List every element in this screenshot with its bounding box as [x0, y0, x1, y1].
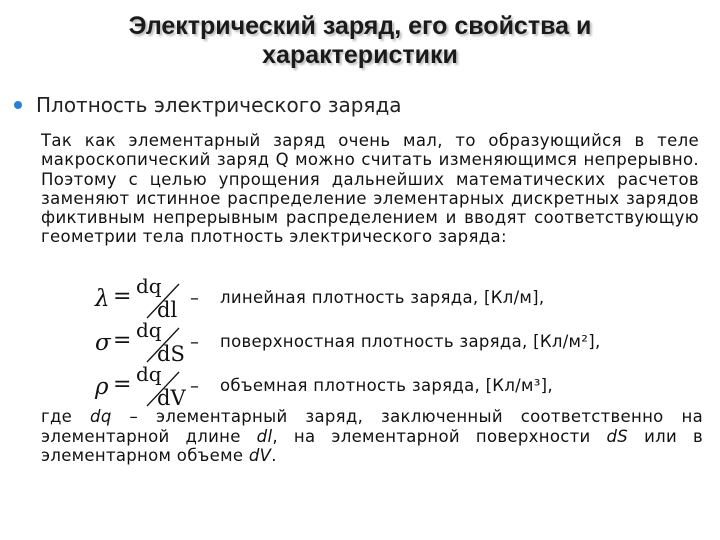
formula-description: объемная плотность заряда, [Кл/м³],: [220, 376, 553, 395]
formula-description: линейная плотность заряда, [Кл/м],: [220, 288, 545, 307]
title-line-2: характеристики: [262, 41, 458, 69]
fraction-denominator: dV: [157, 386, 186, 410]
fraction-denominator: dl: [157, 298, 178, 322]
footer-text: .: [271, 446, 277, 465]
formula-list: [95, 274, 715, 410]
fraction-numerator: dq: [136, 318, 162, 342]
formula-surface: [95, 318, 715, 366]
formula-volume: [95, 362, 715, 410]
formula-symbol: σ: [95, 330, 111, 356]
footer-text: или в элементарном объеме: [41, 426, 704, 465]
bullet-dot-icon: [14, 101, 22, 109]
equals-sign: =: [113, 372, 132, 397]
footer-var: dS: [606, 426, 629, 446]
dash: –: [190, 332, 199, 353]
slide-title: [0, 12, 720, 70]
fraction-numerator: dq: [136, 274, 162, 298]
footer-text: , на элементарной поверхности: [272, 426, 607, 446]
bullet-text: Плотность электрического заряда: [36, 93, 402, 117]
footer-text: где: [41, 407, 91, 426]
formula-symbol: ρ: [95, 374, 109, 400]
dash: –: [190, 376, 199, 397]
equals-sign: =: [113, 328, 132, 353]
body-paragraph: Так как элементарный заряд очень мал, то образующийся в теле макроскопический заряд Q можно считать изменяющимся непрерывно. Поэтому с целью упрощения дальнейших математических расчетов заменяют истинное распределение элементарных дискретных зарядов фиктивным непрерывным распределением и вводят соответствующую геометрии тела плотность электрического заряда:: [41, 131, 699, 247]
title-line-1: Электрический заряд, его свойства и: [128, 12, 592, 40]
formula-description: поверхностная плотность заряда, [Кл/м²],: [220, 332, 601, 351]
footer-var: dl: [256, 426, 273, 446]
footer-paragraph: [41, 407, 703, 466]
equals-sign: =: [113, 284, 132, 309]
footer-var: dV: [248, 446, 272, 465]
dash: –: [190, 288, 199, 309]
bullet-item: [14, 93, 402, 117]
formula-symbol: λ: [95, 286, 110, 312]
formula-linear: [95, 274, 715, 322]
footer-text: – элементарный заряд, заключенный соответственно на элементарной длине: [41, 407, 703, 446]
fraction-denominator: dS: [157, 342, 185, 366]
footer-var: dq: [90, 407, 112, 426]
fraction-numerator: dq: [136, 362, 162, 386]
